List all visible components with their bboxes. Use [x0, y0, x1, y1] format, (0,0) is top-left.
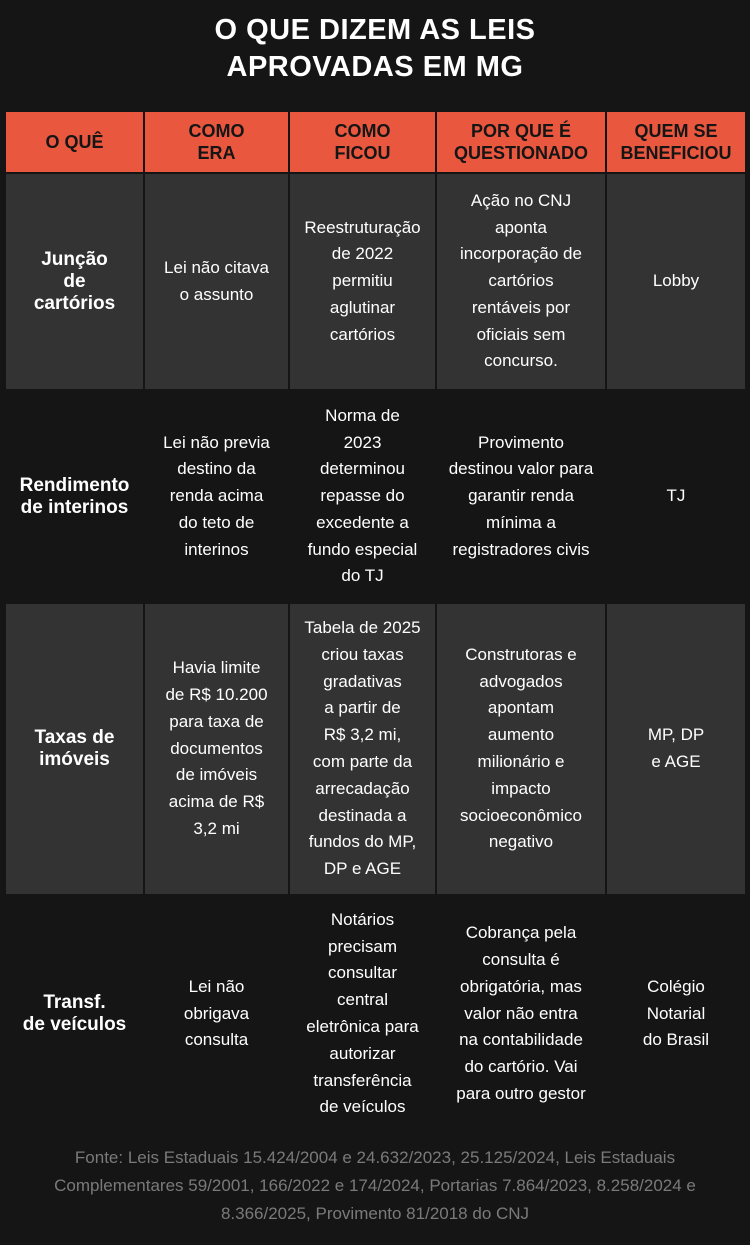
cell-before: Lei não citava o assunto [145, 174, 288, 389]
table-row [6, 604, 745, 894]
table-row [6, 174, 745, 389]
cell-why: Provimento destinou valor para garantir renda mínima a registradores civis [437, 389, 605, 604]
header-why: POR QUE É QUESTIONADO [437, 112, 605, 172]
cell-after: Reestruturação de 2022 permitiu aglutinar cartórios [290, 174, 435, 389]
table-row [6, 894, 745, 1134]
cell-beneficiary: TJ [607, 389, 745, 604]
laws-table [6, 112, 745, 1134]
cell-beneficiary: Lobby [607, 174, 745, 389]
cell-beneficiary: Colégio Notarial do Brasil [607, 894, 745, 1134]
cell-after: Notários precisam consultar central eletrônica para autorizar transferência de veículos [290, 894, 435, 1134]
cell-before: Lei não previa destino da renda acima do teto de interinos [145, 389, 288, 604]
cell-why: Cobrança pela consulta é obrigatória, mas valor não entra na contabilidade do cartório. Vai para outro gestor [437, 894, 605, 1134]
cell-why: Ação no CNJ aponta incorporação de cartórios rentáveis por oficiais sem concurso. [437, 174, 605, 389]
header-after: COMO FICOU [290, 112, 435, 172]
cell-beneficiary: MP, DP e AGE [607, 604, 745, 894]
cell-what: Rendimento de interinos [6, 389, 143, 604]
cell-after: Tabela de 2025 criou taxas gradativas a partir de R$ 3,2 mi, com parte da arrecadação destinada a fundos do MP, DP e AGE [290, 604, 435, 894]
header-what: O QUÊ [6, 112, 143, 172]
cell-what: Transf. de veículos [6, 894, 143, 1134]
cell-before: Havia limite de R$ 10.200 para taxa de documentos de imóveis acima de R$ 3,2 mi [145, 604, 288, 894]
header-before: COMO ERA [145, 112, 288, 172]
cell-after: Norma de 2023 determinou repasse do excedente a fundo especial do TJ [290, 389, 435, 604]
page-title [0, 12, 750, 86]
cell-before: Lei não obrigava consulta [145, 894, 288, 1134]
table-row [6, 389, 745, 604]
header-beneficiary: QUEM SE BENEFICIOU [607, 112, 745, 172]
table-header-row [6, 112, 745, 172]
source-note: Fonte: Leis Estaduais 15.424/2004 e 24.632/2023, 25.125/2024, Leis Estaduais Complementares 59/2001, 166/2022 e 174/2024, Portarias 7.864/2023, 8.258/2024 e 8.366/2025, Provimento 81/2018 do CNJ [54, 1148, 696, 1223]
title-line-2: APROVADAS EM MG [226, 51, 524, 83]
cell-what: Taxas de imóveis [6, 604, 143, 894]
cell-what: Junção de cartórios [6, 174, 143, 389]
title-line-1: O QUE DIZEM AS LEIS [214, 14, 536, 46]
cell-why: Construtoras e advogados apontam aumento milionário e impacto socioeconômico negativo [437, 604, 605, 894]
